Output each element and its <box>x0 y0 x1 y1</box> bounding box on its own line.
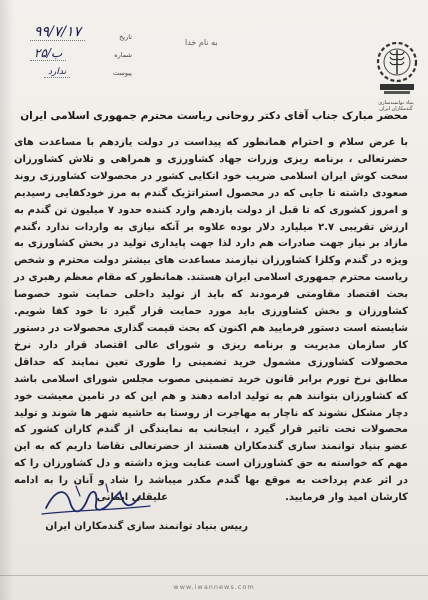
signer-name: علیقلی ایمانی <box>96 492 168 503</box>
signer-title: رییس بنیاد توانمند سازی گندمکاران ایران <box>45 521 248 532</box>
date-row <box>22 24 132 46</box>
date-label: تاریخ <box>119 33 132 41</box>
letter-meta <box>22 24 132 82</box>
date-value: ۹۹/۷/۱۷ <box>30 24 85 41</box>
logo-caption: بنیاد توانمندسازی گندمکاران ایران <box>378 100 414 112</box>
number-row <box>22 46 132 64</box>
attachment-row <box>22 64 132 82</box>
letter-body: با عرض سلام و احترام همانطور که پیداست در دولت یازدهم با مساعدت های حضرتعالی ، برنامه ریزی وزرات جهاد کشاورزی و همراهی و تلاش کشاورزان سخت کوش ایران اسلامی ضریب خود اتکایی کشور در محصولات کشاورزی روند صعودی داشته تا جایی که در محصول استراتژیک گندم به مرز خودکفایی رسیدیم و امروز کشوری که تا قبل از دولت یازدهم وارد کننده حدود ۷ میلیون تن گندم به ارزش تقریبی ۲.۷ میلیارد دلار بوده علاوه بر آنکه نیازی به واردات ندارد ،گندم مازاد بر نیاز جهت صادرات هم دارد لذا جهت پایداری تولید در بخش کشاورزی به ویژه در گندم وکلزا کشاورزان نیازمند مساعدت های بیشتر دولت محترم و شخص ریاست محترم جمهوری اسلامی ایران هستند. همانطور که مقام معظم رهبری در بحث اقتصاد مقاومتی فرمودند که باید از تولید داخلی حمایت شود خصوصا کشاورزان و بخش کشاورزی باید مورد حمایت قرار گیرد تا خود کفا شویم. شایسته است دستور فرمایید هم اکنون که بحث قیمت گذاری محصولات در دستور کار سازمان مدیریت و برنامه ریزی و شورای عالی اقتصاد قرار دارد نرخ محصولات کشاورزی مشمول خرید تضمینی را طوری تعین نمایند که حداقل مطابق نرخ تورم برابر قانون خرید تضمینی مصوب مجلس شورای اسلامی باشد که کشاورزان بتوانند هم به تولید ادامه دهند و هم این که در تامین معیشت خود دچار مشکل نشوند که ناچار به مهاجرت از روستا به حاشیه شهر ها شوند و تولید محصولات تحت تاثیر قرار گیرد ، اینجانب به نمایندگی از گندم کاران کشور که عضو بنیاد توانمند سازی گندمکاران هستند از حضرتعالی تقاضا داریم که به این مهم که خواسته به حق کشاورزان است عنایت ویژه داشته و دل کشاورزان را که در اثر عدم پرداخت به موقع بها گندم مکدر میباشد را شاد و آنان را به ادامه کارشان امید وار فرمایید. <box>14 137 409 504</box>
footer-divider <box>0 575 428 576</box>
foundation-logo <box>374 40 420 98</box>
attachment-value: ندارد <box>44 67 70 78</box>
letter-title: محضر مبارک جناب آقای دکتر روحانی ریاست محترم جمهوری اسلامی ایران <box>20 110 408 122</box>
basmala: به نام خدا <box>185 38 218 47</box>
number-value: ۲۵/ب <box>30 46 66 61</box>
footer-watermark-url: www.iwannews.com <box>173 583 255 591</box>
attachment-label: پیوست <box>113 69 132 77</box>
number-label: شماره <box>114 51 132 59</box>
